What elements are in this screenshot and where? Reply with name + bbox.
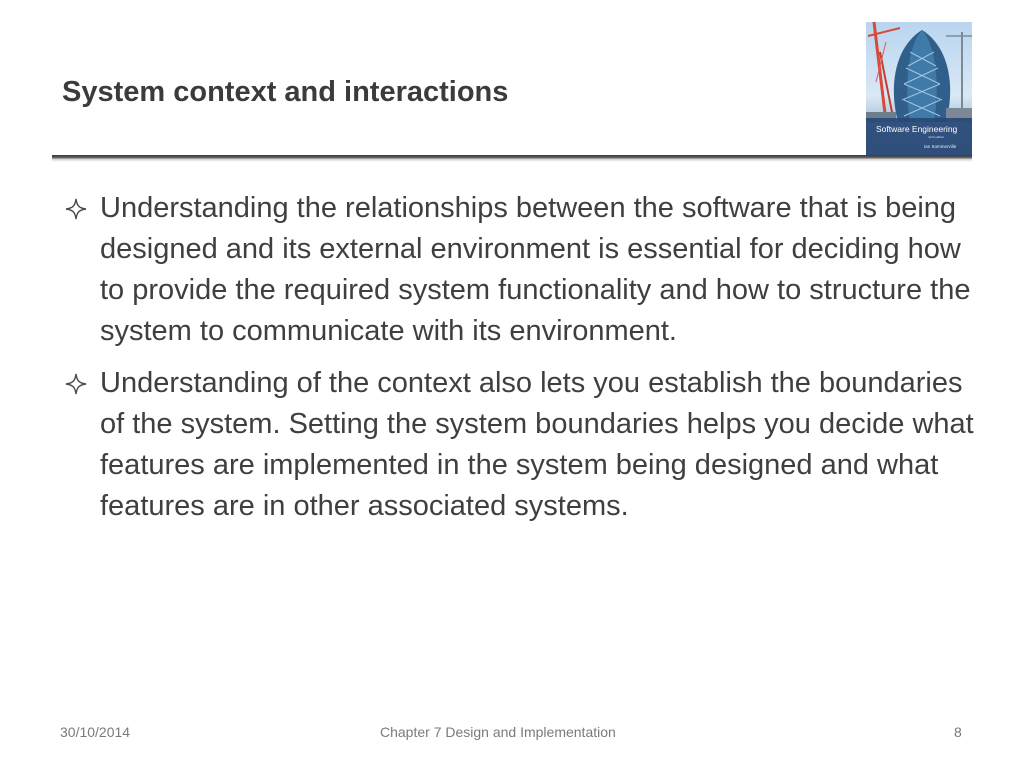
bullet-list <box>62 188 982 538</box>
book-cover-image <box>866 22 972 156</box>
bullet-text: Understanding of the context also lets you establish the boundaries of the system. Setting the system boundaries helps you decide what features are implemented in the system being designed and what features are in other associated systems. <box>100 367 974 522</box>
cover-title: Software Engineering <box>876 124 958 134</box>
title-divider-shadow <box>52 159 972 162</box>
footer-page-number: 8 <box>954 724 962 740</box>
cover-title-band <box>866 118 972 156</box>
cover-edition: ninth edition <box>928 135 945 139</box>
four-point-star-icon <box>62 188 90 229</box>
footer-chapter-title: Chapter 7 Design and Implementation <box>380 724 616 740</box>
bullet-item <box>62 363 982 527</box>
footer-date: 30/10/2014 <box>60 724 131 740</box>
slide-title: System context and interactions <box>62 76 509 108</box>
bullet-text: Understanding the relationships between the software that is being designed and its external environment is essential for deciding how to provide the required system functionality and how to structure the system to communicate with its environment. <box>100 192 971 347</box>
four-point-star-icon <box>62 363 90 404</box>
bullet-item <box>62 188 982 352</box>
cover-author: Ian Sommerville <box>924 144 957 149</box>
